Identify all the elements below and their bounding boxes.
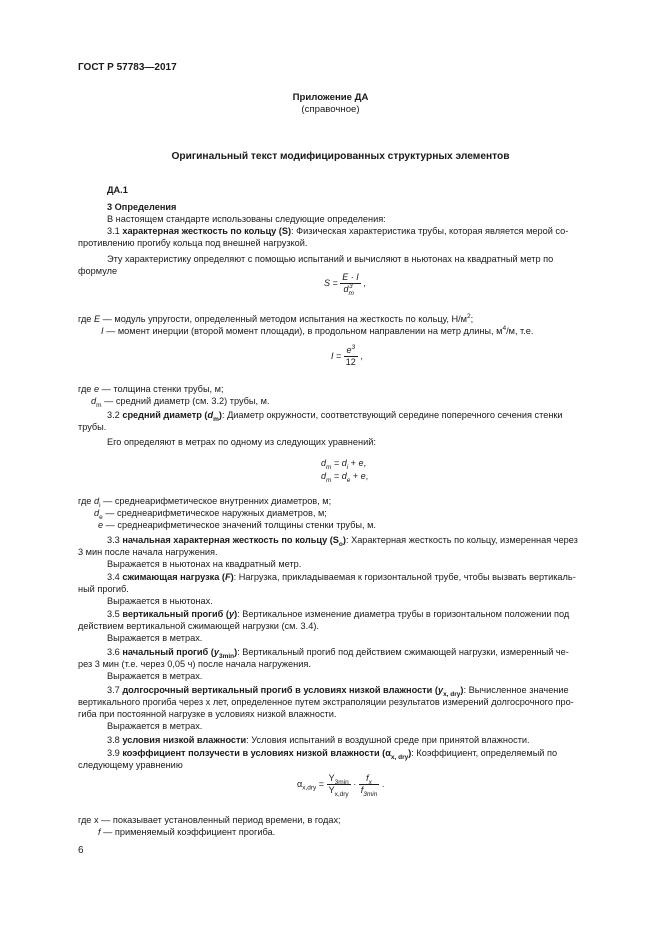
num-base: e <box>346 345 352 355</box>
where-inner-diameter <box>78 495 331 507</box>
definition-text: : Коэффициент, определяемый по <box>411 748 558 758</box>
definition-3-8 <box>107 734 530 746</box>
definition-number: 3.9 <box>107 748 123 758</box>
definition-text: : Физическая характеристика трубы, которая является мерой со- <box>291 226 569 236</box>
paragraph: Его определяют в метрах по одному из следующих уравнений: <box>107 437 376 447</box>
definition-term: вертикальный прогиб ( <box>122 609 229 619</box>
f-var: e <box>360 471 366 481</box>
definition-text: : Вычисленное значение <box>463 685 569 695</box>
term-close: ) <box>460 685 464 695</box>
formula-fraction-1 <box>327 773 351 796</box>
definition-3-1-cont: противлению прогибу кольца под внешней нагрузкой. <box>78 238 308 248</box>
f-plus: + <box>348 458 359 468</box>
formula-denominator <box>327 785 351 796</box>
definition-text: : Нагрузка, прикладываемая к горизонтальной трубе, чтобы вызвать вертикаль- <box>233 572 576 582</box>
where-var: I <box>101 326 104 336</box>
where-prefix: где <box>78 496 94 506</box>
term-close: ) <box>218 410 222 420</box>
definition-3-1 <box>107 225 614 237</box>
where-text: — модуль упругости, определенный методом испытания на жесткость по кольцу, Н/м <box>100 314 467 324</box>
term-sub: 3min <box>218 652 235 660</box>
formula-mean-diameter-inner <box>321 457 366 469</box>
paragraph: Эту характеристику определяют с помощью испытаний и вычисляют в ньютонах на квадратный метр по <box>107 254 554 264</box>
where-end: ; <box>470 314 474 324</box>
definition-number: 3.6 <box>107 647 123 657</box>
where-var: d <box>94 508 100 518</box>
definition-unit: Выражается в метрах. <box>107 671 203 681</box>
where-mean-diameter <box>91 395 270 407</box>
den-sub: m <box>348 289 354 297</box>
formula-numerator <box>344 345 358 357</box>
definition-text: : Вертикальное изменение диаметра трубы в горизонтальном положении под <box>237 609 570 619</box>
definition-term: характерная жесткость по кольцу (S) <box>122 226 292 236</box>
term-close: ) <box>408 748 412 758</box>
where-text: — среднеарифметическое наружных диаметров, м; <box>102 508 327 518</box>
where-x <box>78 814 341 826</box>
where-sub: m <box>96 401 102 409</box>
where-sup: 2 <box>466 312 471 320</box>
annex-subtitle: (справочное) <box>301 104 360 115</box>
section-title: Оригинальный текст модифицированных структурных элементов <box>171 151 510 162</box>
definition-3-5 <box>107 608 569 620</box>
term-sub: x, dry <box>443 690 461 698</box>
f-sub: i <box>346 463 349 471</box>
where-var: x <box>93 815 99 825</box>
definition-number: 3.1 <box>107 226 123 236</box>
formula-fraction <box>340 272 361 295</box>
document-id: ГОСТ Р 57783—2017 <box>78 62 177 73</box>
den-sub: x,dry <box>334 790 349 798</box>
where-mean-thickness <box>98 519 376 531</box>
term-var: y <box>213 647 219 657</box>
num-base: f <box>366 773 369 783</box>
definition-text: : Характерная жесткость по кольцу, измеренная через <box>345 535 578 545</box>
definition-3-5-cont: действием вертикальной сжимающей нагрузки (см. 3.4). <box>78 621 319 631</box>
formula-tail: , <box>360 350 363 361</box>
where-prefix: где <box>78 314 94 324</box>
where-e <box>78 313 473 325</box>
definition-3-9 <box>107 747 557 759</box>
definitions-intro: В настоящем стандарте использованы следующие определения: <box>107 214 386 224</box>
definition-3-7-cont: гиба при постоянной нагрузке в условиях низкой влажности. <box>78 709 337 719</box>
where-sub: i <box>99 501 101 509</box>
where-end: /м, т.е. <box>506 326 534 336</box>
f-var: e <box>358 458 364 468</box>
definition-term: коэффициент ползучести в условиях низкой влажности (α <box>122 748 391 758</box>
f-lhs-sub: x,dry <box>302 784 317 792</box>
term-sub: m <box>213 415 219 423</box>
annex-title: Приложение ДА <box>292 92 369 103</box>
definition-3-7 <box>107 684 569 696</box>
where-text: — среднеарифметическое внутренних диаметров, м; <box>100 496 332 506</box>
clause-number: ДА.1 <box>107 185 128 195</box>
definition-term: условия низкой влажности <box>122 735 247 745</box>
formula-creep-coefficient <box>297 773 384 796</box>
formula-tail: , <box>363 277 366 288</box>
paragraph: формуле <box>78 266 118 276</box>
definition-unit: Выражается в метрах. <box>107 721 203 731</box>
formula-tail: . <box>381 778 385 789</box>
where-text: — среднеарифметическое значений толщины стенки трубы, м. <box>103 520 376 530</box>
formula-numerator: E · I <box>342 272 359 282</box>
f-var: d <box>321 471 327 481</box>
f-plus: + <box>350 471 361 481</box>
definition-text: : Диаметр окружности, соответствующий середине поперечного сечения стенки <box>221 410 563 420</box>
where-prefix: где <box>78 815 94 825</box>
num-sup: 3 <box>351 344 356 351</box>
where-sub: e <box>99 513 103 521</box>
where-var: E <box>93 314 101 324</box>
num-sub: 3min <box>334 778 349 786</box>
definition-term: начальная характерная жесткость по кольцу (S <box>122 535 339 545</box>
term-var: F <box>224 572 231 582</box>
den-sub: 3min <box>363 790 378 798</box>
den-base: d <box>343 284 349 294</box>
formula-fraction <box>344 345 358 368</box>
definition-number: 3.2 <box>107 410 123 420</box>
definition-3-6-cont: рез 3 мин (т.е. через 0,05 ч) после начала нагружения. <box>78 659 311 669</box>
term-close: ) <box>234 647 238 657</box>
f-eq: = <box>316 778 325 789</box>
where-wall-thickness <box>78 383 224 395</box>
where-var: e <box>93 384 100 394</box>
formula-lhs: S = <box>324 277 338 288</box>
definition-term: долгосрочный вертикальный прогиб в условиях низкой влажности ( <box>122 685 438 695</box>
definition-term: средний диаметр ( <box>122 410 208 420</box>
num-sub: x <box>368 778 372 786</box>
formula-denominator <box>359 785 380 796</box>
formula-numerator <box>327 773 351 785</box>
definition-number: 3.3 <box>107 535 123 545</box>
definition-unit: Выражается в ньютонах на квадратный метр. <box>107 559 302 569</box>
formula-denominator <box>340 284 361 295</box>
definition-unit: Выражается в метрах. <box>107 633 203 643</box>
formula-numerator <box>359 773 380 785</box>
term-sub: o <box>338 540 343 548</box>
definition-unit: Выражается в ньютонах. <box>107 596 213 606</box>
formula-ring-stiffness <box>324 272 366 295</box>
where-prefix: где <box>78 384 94 394</box>
f-sub: m <box>326 463 332 471</box>
definition-3-3 <box>107 534 578 546</box>
formula-lhs: I = <box>331 350 342 361</box>
definition-3-2-cont: трубы. <box>78 422 107 432</box>
formula-mean-diameter-outer <box>321 470 368 482</box>
f-eq: = <box>331 471 342 481</box>
where-sup: 4 <box>502 324 507 332</box>
definition-number: 3.5 <box>107 609 123 619</box>
definition-number: 3.4 <box>107 572 123 582</box>
where-var: f <box>98 827 101 837</box>
where-var: d <box>91 396 97 406</box>
definition-text: : Условия испытаний в воздушной среде при принятой влажности. <box>246 735 530 745</box>
definition-3-6 <box>107 646 569 658</box>
where-outer-diameter <box>94 507 327 519</box>
definition-term: сжимающая нагрузка ( <box>122 572 225 582</box>
formula-moment-of-inertia <box>331 345 363 368</box>
where-i <box>101 325 533 337</box>
definition-3-2 <box>107 409 563 421</box>
definition-3-4 <box>107 571 576 583</box>
f-sub: m <box>326 476 332 484</box>
where-var: e <box>98 520 104 530</box>
definition-text: : Вертикальный прогиб под действием сжимающей нагрузки, измеренный че- <box>237 647 569 657</box>
definition-number: 3.7 <box>107 685 123 695</box>
term-close: ) <box>230 572 234 582</box>
formula-fraction-2 <box>359 773 380 796</box>
clause-title: 3 Определения <box>107 202 177 212</box>
f-var: d <box>321 458 327 468</box>
definition-number: 3.8 <box>107 735 123 745</box>
term-var: d <box>207 410 214 420</box>
definition-3-7-cont: вертикального прогиба через x лет, определенное путем экстраполяции результатов измерений долгосрочного про- <box>78 697 574 707</box>
page-number: 6 <box>78 845 84 856</box>
den-sup: 3 <box>348 283 353 290</box>
where-text: — толщина стенки трубы, м; <box>99 384 224 394</box>
where-text: — применяемый коэффициент прогиба. <box>100 827 276 837</box>
term-var: y <box>228 609 235 619</box>
f-eq: = <box>331 458 342 468</box>
definition-3-3-cont: 3 мин после начала нагружения. <box>78 547 218 557</box>
definition-3-9-cont: следующему уравнению <box>78 760 183 770</box>
where-text: — средний диаметр (см. 3.2) трубы, м. <box>101 396 270 406</box>
den-base: Y <box>328 785 335 795</box>
f-var: d <box>341 458 347 468</box>
term-sub: x, dry <box>390 753 409 761</box>
f-tail: , <box>363 458 366 468</box>
f-lhs-base: α <box>297 778 303 789</box>
f-dot: · <box>353 778 357 789</box>
where-var: d <box>93 496 100 506</box>
where-f <box>98 826 275 838</box>
den-base: f <box>360 785 364 795</box>
f-tail: , <box>365 471 369 481</box>
f-var: d <box>341 471 347 481</box>
term-close: ) <box>342 535 346 545</box>
term-var: y <box>437 685 444 695</box>
definition-term: начальный прогиб ( <box>122 647 214 657</box>
f-sub: e <box>346 476 351 484</box>
definition-3-4-cont: ный прогиб. <box>78 584 129 594</box>
term-close: ) <box>234 609 238 619</box>
where-text: — момент инерции (второй момент площади), в продольном направлении на метр длины, м <box>103 326 503 336</box>
num-base: Y <box>328 773 335 783</box>
formula-denominator: 12 <box>345 357 356 367</box>
where-text: — показывает установленный период времени, в годах; <box>98 815 341 825</box>
